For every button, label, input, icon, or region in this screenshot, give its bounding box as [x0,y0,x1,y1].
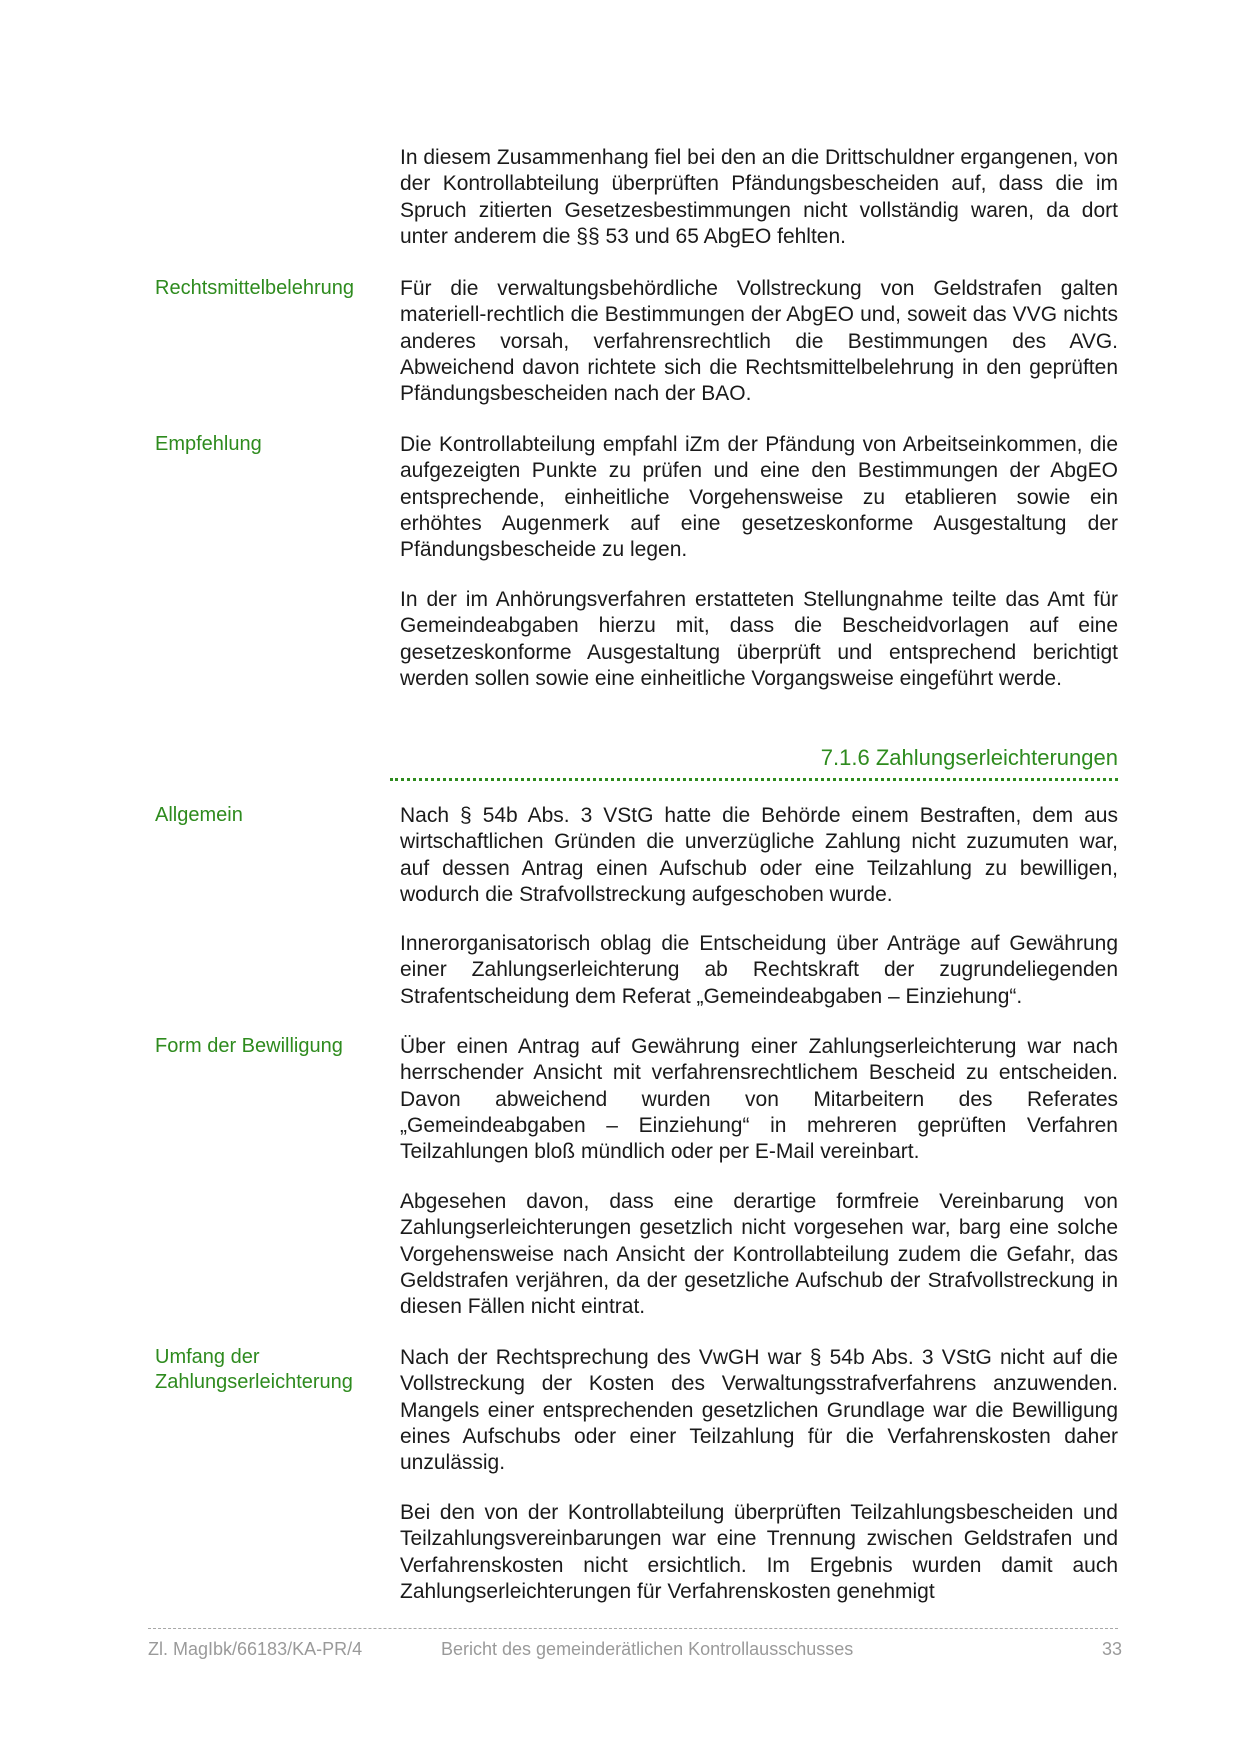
paragraph-vollstreckung: Für die verwaltungsbehördliche Vollstreckung von Geldstrafen galten materiell-rechtlich die Bestimmungen der AbgEO und, soweit das VVG nichts anderes vorsah, verfahrensrechtlich die Bestimmungen des AVG. Abweichend davon richtete sich die Rechtsmittelbelehrung in den geprüften Pfändungsbescheiden nach der BAO. [400,277,1118,406]
paragraph-empfehlung: Die Kontrollabteilung empfahl iZm der Pfändung von Arbeitseinkommen, die aufgezeigten Punkte zu prüfen und eine den Bestimmungen der AbgEO entsprechende, einheitliche Vorgehensweise zu etablieren sowie ein erhöhtes Augenmerk auf eine gesetzeskonforme Ausgestaltung der Pfändungsbescheide zu legen. [400,433,1118,562]
margin-label-allgemein: Allgemein [155,804,243,826]
paragraph-innerorganisatorisch: Innerorganisatorisch oblag die Entscheidung über Anträge auf Gewährung einer Zahlungserleichterung ab Rechtskraft der zugrundeliegenden Strafentscheidung dem Referat „Gemeindeabgaben – Einziehung“. [400,932,1118,1008]
section-heading: 7.1.6 Zahlungserleichterungen [390,744,1118,781]
paragraph-allgemein: Nach § 54b Abs. 3 VStG hatte die Behörde einem Bestraften, dem aus wirtschaftlichen Gründen die unverzügliche Zahlung nicht zuzumuten war, auf dessen Antrag einen Aufschub oder eine Teilzahlung zu bewilligen, wodurch die Strafvollstreckung aufgeschoben wurde. [400,804,1118,906]
margin-label-umfang-line1: Umfang der [155,1346,260,1368]
margin-label-empfehlung: Empfehlung [155,433,262,455]
paragraph-umfang: Nach der Rechtsprechung des VwGH war § 54b Abs. 3 VStG nicht auf die Vollstreckung der Kosten des Verwaltungsstrafverfahrens anzuwenden. Mangels einer entsprechenden gesetzlichen Grundlage war die Bewilligung eines Aufschubs oder einer Teilzahlung für die Verfahrenskosten daher unzulässig. [400,1346,1118,1475]
footer-title: Bericht des gemeinderätlichen Kontrollausschusses [441,1639,854,1659]
paragraph-form: Über einen Antrag auf Gewährung einer Zahlungserleichterung war nach herrschender Ansicht mit verfahrensrechtlichem Bescheid zu entscheiden. Davon abweichend wurden von Mitarbeitern des Referates „Gemeindeabgaben – Einziehung“ in mehreren geprüften Verfahren Teilzahlungen bloß mündlich oder per E-Mail vereinbart. [400,1035,1118,1164]
footer-reference: Zl. MagIbk/66183/KA-PR/4 [148,1639,363,1659]
margin-label-umfang [155,1345,370,1395]
paragraph-teilzahlungsbescheide: Bei den von der Kontrollabteilung überprüften Teilzahlungsbescheiden und Teilzahlungsvereinbarungen war eine Trennung zwischen Geldstrafen und Verfahrenskosten nicht ersichtlich. Im Ergebnis wurden damit auch Zahlungserleichterungen für Verfahrenskosten genehmigt [400,1501,1118,1603]
paragraph-abgesehen: Abgesehen davon, dass eine derartige formfreie Vereinbarung von Zahlungserleichterungen gesetzlich nicht vorgesehen war, barg eine solche Vorgehensweise nach Ansicht der Kontrollabteilung zudem die Gefahr, das Geldstrafen verjähren, da der gesetzliche Aufschub der Strafvollstreckung in diesen Fällen nicht eintrat. [400,1190,1118,1319]
margin-label-rechtsmittelbelehrung: Rechtsmittelbelehrung [155,277,354,299]
margin-label-form-der-bewilligung: Form der Bewilligung [155,1035,343,1057]
paragraph-drittschuldner: In diesem Zusammenhang fiel bei den an die Drittschuldner ergangenen, von der Kontrollabteilung überprüften Pfändungsbescheiden auf, dass die im Spruch zitierten Gesetzesbestimmungen nicht vollständig waren, da dort unter anderem die §§ 53 und 65 AbgEO fehlten. [400,146,1118,248]
footer-page-number: 33 [1101,1639,1122,1659]
paragraph-stellungnahme: In der im Anhörungsverfahren erstatteten Stellungnahme teilte das Amt für Gemeindeabgaben hierzu mit, dass die Bescheidvorlagen auf eine gesetzeskonforme Ausgestaltung überprüft und entsprechend berichtigt werden sollen sowie eine einheitliche Vorgangsweise eingeführt werde. [400,588,1118,690]
margin-label-umfang-line2: Zahlungserleichterung [155,1371,353,1393]
footer-divider [148,1628,1118,1629]
